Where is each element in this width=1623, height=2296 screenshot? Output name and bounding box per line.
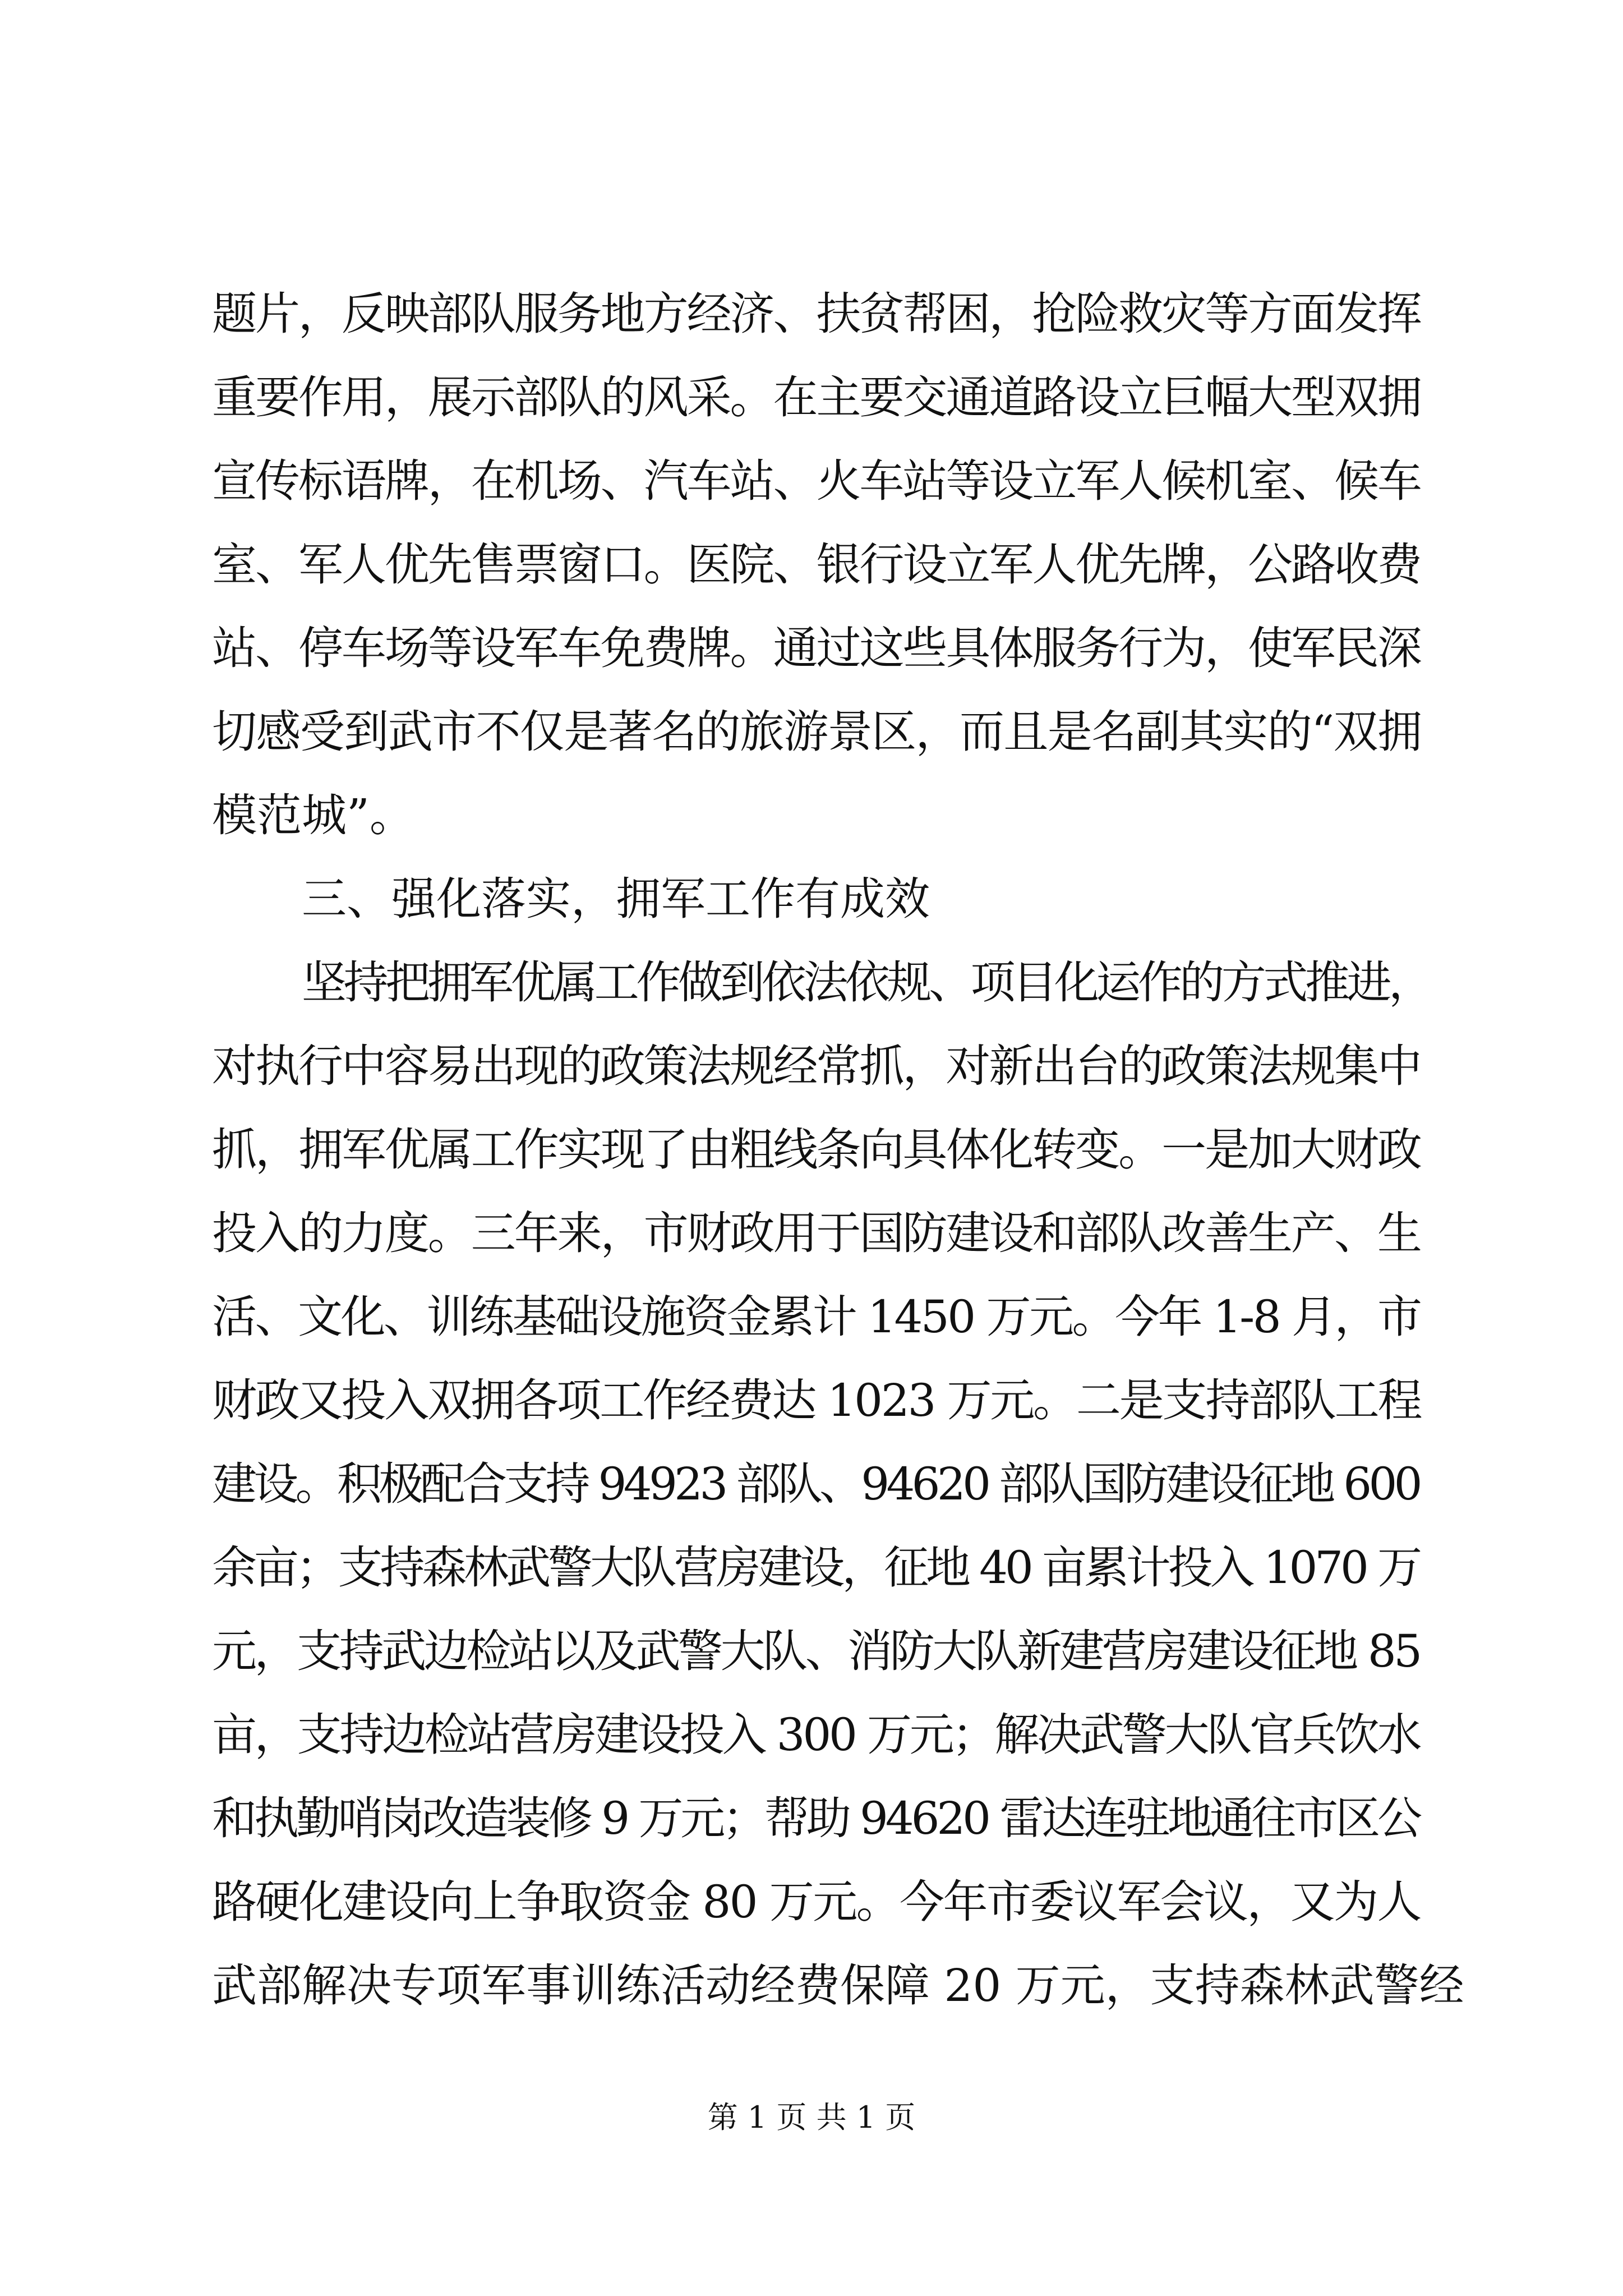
text-line: 元，支持武边检站以及武警大队、消防大队新建营房建设征地 85 <box>212 1625 1420 1677</box>
text-line: 切感受到武市不仅是著名的旅游景区，而且是名副其实的“双拥 <box>212 706 1422 758</box>
text-line: 题片，反映部队服务地方经济、扶贫帮困，抢险救灾等方面发挥 <box>212 288 1421 340</box>
text-line: 武部解决专项军事训练活动经费保障 20 万元，支持森林武警经 <box>212 1959 1464 2012</box>
text-line: 模范城”。 <box>212 789 414 841</box>
text-line: 活、文化、训练基础设施资金累计 1450 万元。今年 1-8 月，市 <box>212 1291 1421 1343</box>
text-line: 和执勤哨岗改造装修 9 万元；帮助 94620 雷达连驻地通往市区公 <box>212 1792 1420 1844</box>
text-line: 对执行中容易出现的政策法规经常抓，对新出台的政策法规集中 <box>212 1040 1421 1092</box>
text-line: 站、停车场等设军车免费牌。通过这些具体服务行为，使军民深 <box>212 622 1421 674</box>
text-line: 重要作用，展示部队的风采。在主要交通道路设立巨幅大型双拥 <box>212 371 1421 424</box>
text-line: 余亩；支持森林武警大队营房建设，征地 40 亩累计投入 1070 万 <box>212 1542 1420 1594</box>
text-line: 路硬化建设向上争取资金 80 万元。今年市委议军会议，又为人 <box>212 1876 1421 1928</box>
text-line: 亩，支持边检站营房建设投入 300 万元；解决武警大队官兵饮水 <box>212 1709 1420 1761</box>
text-line: 抓，拥军优属工作实现了由粗线条向具体化转变。一是加大财政 <box>212 1124 1421 1176</box>
text-line: 建设。积极配合支持 94923 部队、94620 部队国防建设征地 600 <box>212 1458 1419 1510</box>
page-footer: 第 1 页 共 1 页 <box>707 2100 916 2135</box>
text-line: 财政又投入双拥各项工作经费达 1023 万元。二是支持部队工程 <box>212 1374 1421 1427</box>
text-line: 宣传标语牌，在机场、汽车站、火车站等设立军人候机室、候车 <box>212 455 1421 507</box>
text-line: 坚持把拥军优属工作做到依法依规、项目化运作的方式推进， <box>302 956 1431 1009</box>
text-line: 室、军人优先售票窗口。医院、银行设立军人优先牌，公路收费 <box>212 539 1421 591</box>
text-line: 三、强化落实，拥军工作有成效 <box>302 873 930 925</box>
text-line: 投入的力度。三年来，市财政用于国防建设和部队改善生产、生 <box>212 1207 1421 1259</box>
